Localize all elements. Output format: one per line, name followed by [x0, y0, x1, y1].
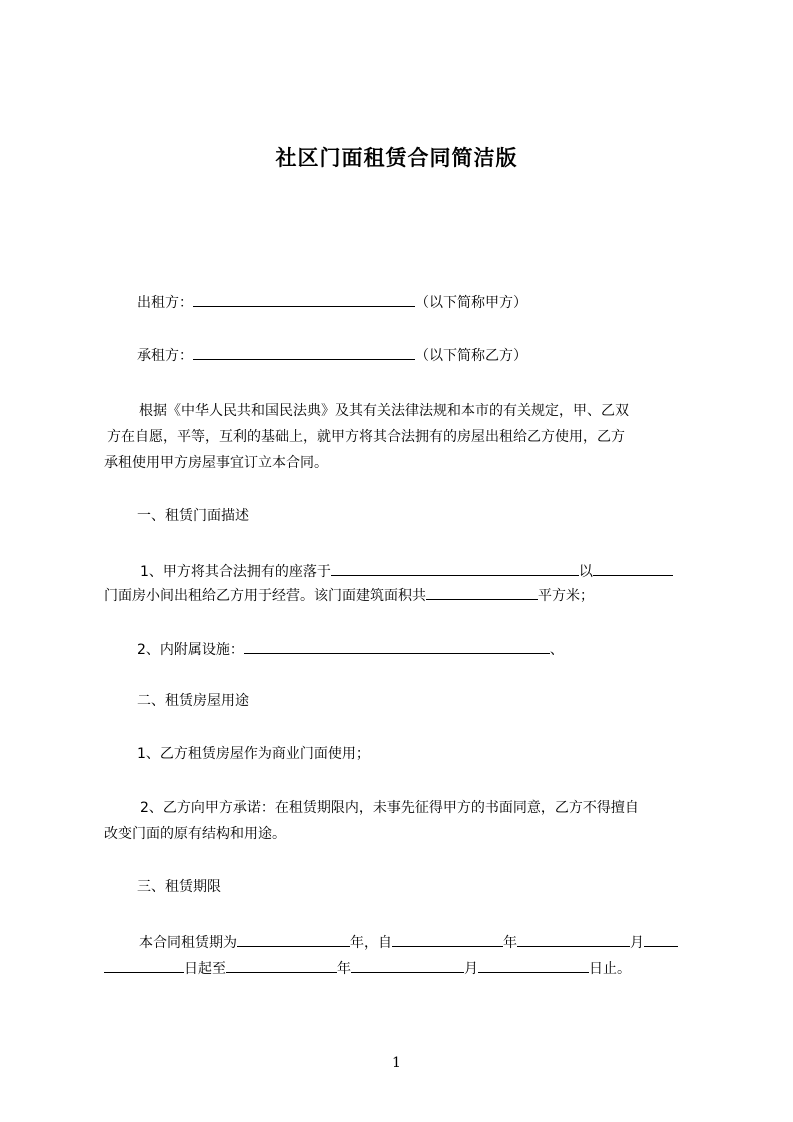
lessor-line	[137, 291, 527, 313]
lessee-suffix: （以下简称乙方）	[415, 348, 527, 364]
section2-heading: 二、租赁房屋用途	[137, 693, 249, 709]
s1-item1-line1	[140, 560, 673, 582]
start-year-blank[interactable]	[392, 931, 503, 947]
s2-item1: 1、乙方租赁房屋作为商业门面使用；	[137, 746, 370, 762]
s1-item2-text-a: 2、内附属设施：	[137, 642, 244, 658]
unit-blank[interactable]	[593, 560, 673, 576]
s1-item1-text-a: 1、甲方将其合法拥有的座落于	[140, 564, 331, 580]
s1-item1-line2	[104, 584, 594, 606]
term-text-m2: 月	[464, 961, 478, 977]
term-line1	[139, 931, 678, 953]
end-month-blank[interactable]	[351, 957, 464, 973]
s1-item1-text-c: 门面房小间出租给乙方用于经营。该门面建筑面积共	[104, 588, 426, 604]
lessee-line	[137, 344, 527, 366]
term-years-blank[interactable]	[237, 931, 350, 947]
lessee-blank[interactable]	[193, 344, 415, 360]
term-text-year: 年，自	[350, 935, 392, 951]
section3-heading: 三、租赁期限	[137, 879, 221, 895]
intro-line-3: 承租使用甲方房屋事宜订立本合同。	[104, 455, 328, 471]
page-number: 1	[392, 1055, 401, 1071]
s2-item2-line2: 改变门面的原有结构和用途。	[104, 826, 286, 842]
page-title: 社区门面租赁合同简洁版	[275, 146, 518, 170]
term-text-y2: 年	[503, 935, 517, 951]
location-blank[interactable]	[331, 560, 579, 576]
lessee-label: 承租方：	[137, 348, 193, 364]
s2-item2-line1: 2、乙方向甲方承诺：在租赁期限内，未事先征得甲方的书面同意，乙方不得擅自	[140, 800, 639, 816]
section1-heading: 一、租赁门面描述	[137, 508, 249, 524]
end-day-blank[interactable]	[478, 957, 589, 973]
lessor-suffix: （以下简称甲方）	[415, 295, 527, 311]
area-blank[interactable]	[426, 584, 538, 600]
s1-item1-text-d: 平方米；	[538, 588, 594, 604]
end-year-blank[interactable]	[226, 957, 337, 973]
facilities-blank[interactable]	[244, 638, 550, 654]
start-day-blank-b[interactable]	[104, 957, 184, 973]
s1-item2-line	[137, 638, 564, 660]
term-text-end: 日止。	[589, 961, 631, 977]
start-day-blank-a[interactable]	[644, 931, 678, 947]
term-line2	[104, 957, 631, 979]
s1-item2-text-b: 、	[549, 642, 564, 658]
lessor-blank[interactable]	[193, 291, 415, 307]
start-month-blank[interactable]	[517, 931, 630, 947]
s1-item1-text-b: 以	[578, 564, 593, 580]
term-text-y3: 年	[337, 961, 351, 977]
term-text-from: 日起至	[184, 961, 226, 977]
term-text-a: 本合同租赁期为	[139, 935, 237, 951]
intro-line-2: 方在自愿，平等，互利的基础上，就甲方将其合法拥有的房屋出租给乙方使用，乙方	[107, 429, 625, 445]
intro-line-1: 根据《中华人民共和国民法典》及其有关法律法规和本市的有关规定，甲、乙双	[139, 403, 629, 419]
term-text-m: 月	[630, 935, 644, 951]
lessor-label: 出租方：	[137, 295, 193, 311]
